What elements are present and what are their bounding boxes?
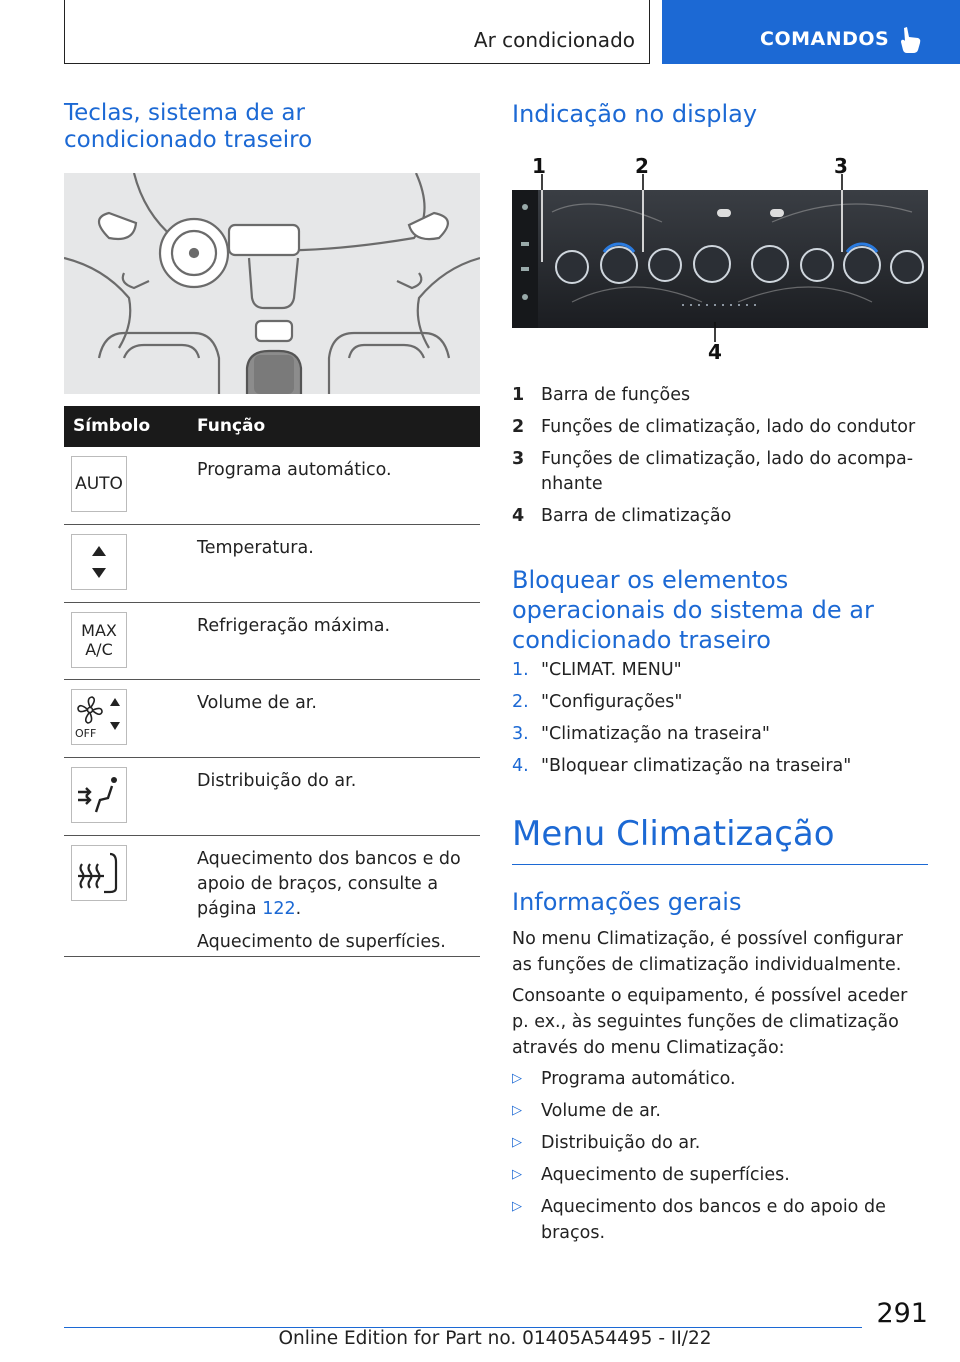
- triangle-bullet-icon: ▷: [512, 1071, 522, 1086]
- column-header-symbol: Símbolo: [73, 416, 151, 436]
- callout-3: 3: [834, 154, 848, 178]
- list-item: ▷ Aquecimento dos bancos e do apoio de braços.: [512, 1194, 928, 1246]
- callout-4: 4: [708, 340, 722, 364]
- lock-controls-title: Bloquear os elementos operacionais do sistema de ar condicionado traseiro: [512, 566, 874, 654]
- list-item: ▷ Aquecimento de superfícies.: [512, 1162, 928, 1188]
- triangle-bullet-icon: ▷: [512, 1135, 522, 1150]
- header-section-box: [64, 0, 650, 64]
- header-section-title: Ar condicionado: [473, 28, 635, 52]
- triangle-bullet-icon: ▷: [512, 1167, 522, 1182]
- header-chapter-label: COMANDOS: [760, 28, 890, 50]
- rear-dashboard-illustration: [64, 173, 480, 394]
- list-item: 3. "Climatização na traseira": [512, 724, 770, 744]
- list-item: 3 Funções de climatização, lado do acompa‐nhante: [512, 449, 914, 494]
- list-item: ▷ Distribuição do ar.: [512, 1130, 928, 1156]
- display-title: Indicação no display: [512, 100, 758, 128]
- function-text: Volume de ar.: [197, 693, 317, 713]
- table-row: [64, 525, 480, 603]
- list-item: 1 Barra de funções: [512, 385, 691, 405]
- table-row: [64, 447, 480, 525]
- auto-icon: AUTO: [71, 456, 127, 512]
- function-text: Distribuição do ar.: [197, 771, 357, 791]
- callout-1: 1: [532, 154, 546, 178]
- fan-off-icon: [71, 689, 127, 745]
- general-info-title: Informações gerais: [512, 888, 742, 916]
- list-item: ▷ Programa automático.: [512, 1066, 928, 1092]
- max-ac-icon: MAX A/C: [71, 612, 127, 668]
- list-item: ▷ Volume de ar.: [512, 1098, 928, 1124]
- callout-2: 2: [635, 154, 649, 178]
- paragraph: No menu Climatização, é possível configurar as funções de climatização individualmente.: [512, 929, 903, 975]
- paragraph: Consoante o equipamento, é possível aceder p. ex., às seguintes funções de climatização através do menu Climatização:: [512, 986, 908, 1058]
- table-header: [64, 406, 480, 447]
- function-text: Aquecimento de superfícies.: [197, 932, 446, 952]
- header-chapter-tab[interactable]: [662, 0, 960, 64]
- climate-display-image: [512, 152, 928, 366]
- footer-edition: Online Edition for Part no. 01405A54495 - II/22: [278, 1328, 712, 1349]
- list-item: 4. "Bloquear climatização na traseira": [512, 756, 852, 776]
- air-distribution-icon: [71, 767, 127, 823]
- hand-pointer-icon: [898, 26, 922, 54]
- svg-text:OFF: OFF: [75, 727, 97, 740]
- climate-functions-list: [512, 1066, 928, 1252]
- list-item: 1. "CLIMAT. MENU": [512, 660, 682, 680]
- display-legend-list: [512, 383, 928, 536]
- lock-steps-list: [512, 658, 928, 786]
- table-row: [64, 836, 480, 957]
- table-row: [64, 680, 480, 758]
- column-header-function: Função: [197, 416, 266, 436]
- page-link[interactable]: 122: [262, 899, 296, 919]
- temperature-arrows-icon: [71, 534, 127, 590]
- table-row: [64, 758, 480, 836]
- triangle-bullet-icon: ▷: [512, 1199, 522, 1214]
- list-item: 2. "Configurações": [512, 692, 683, 712]
- seat-heating-icon: [71, 845, 127, 901]
- table-row: [64, 603, 480, 680]
- list-item: 2 Funções de climatização, lado do condutor: [512, 417, 916, 437]
- climate-menu-title: Menu Climatização: [512, 814, 928, 865]
- list-item: 4 Barra de climatização: [512, 506, 732, 526]
- triangle-bullet-icon: ▷: [512, 1103, 522, 1118]
- function-text: Temperatura.: [197, 538, 314, 558]
- symbol-function-table: [64, 406, 480, 957]
- function-text: Refrigeração máxima.: [197, 616, 391, 636]
- function-text: Programa automático.: [197, 460, 392, 480]
- page-number: 291: [876, 1298, 928, 1329]
- rear-keys-title: Teclas, sistema de ar condicionado traseiro: [64, 100, 313, 153]
- function-text: Aquecimento dos bancos e do apoio de braços, consulte a página 122.: [197, 849, 461, 919]
